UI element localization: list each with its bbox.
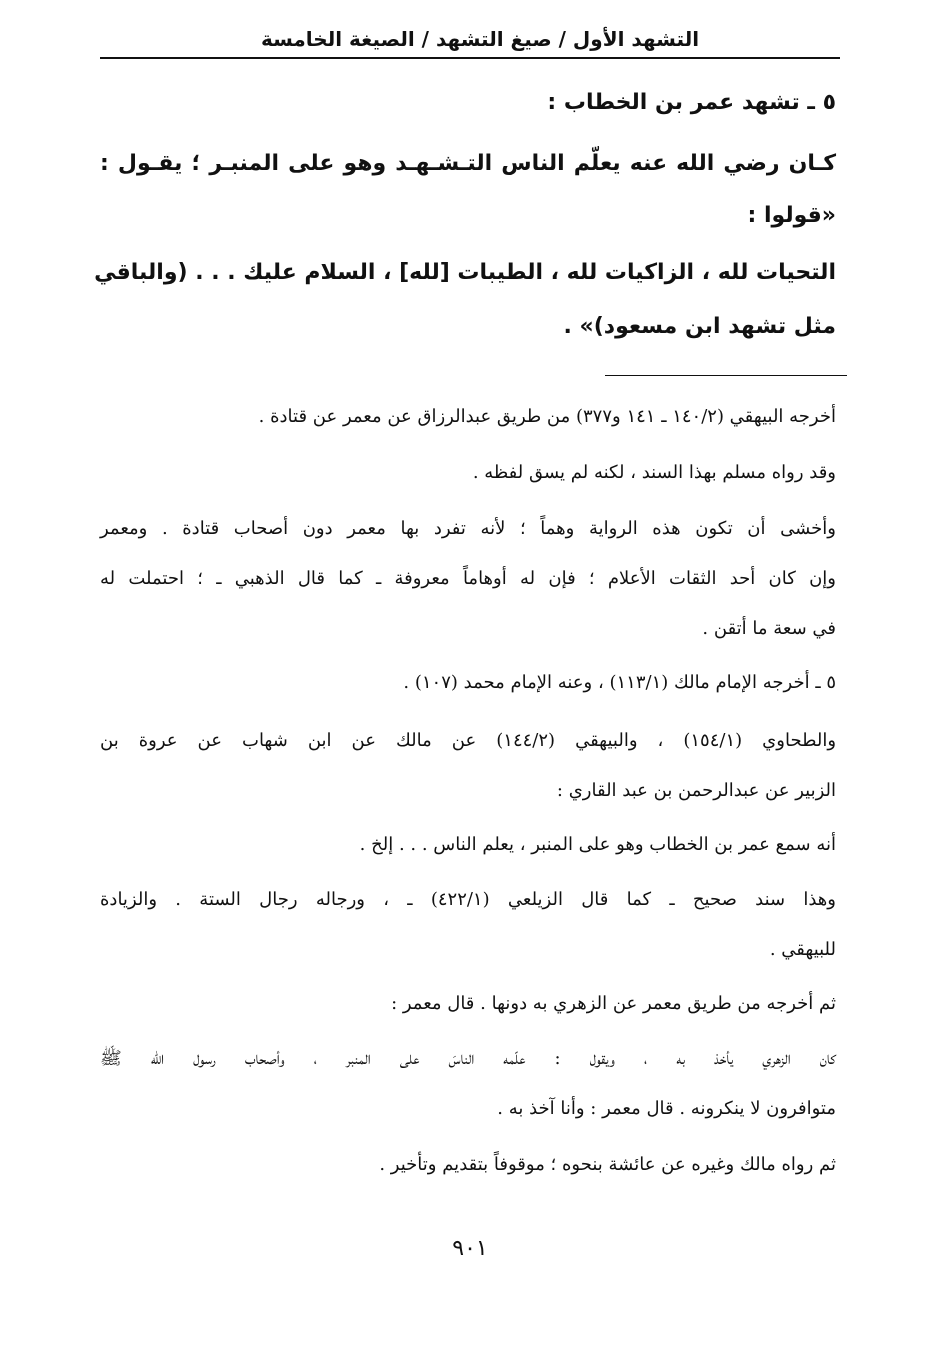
main-line-3: التحيات لله ، الزاكيات لله ، الطيبات [لله] ، السلام عليك . . . (والباقي xyxy=(94,260,836,285)
header-rule xyxy=(100,57,840,59)
footnote-line-2: وقد رواه مسلم بهذا السند ، لكنه لم يسق لفظه . xyxy=(472,462,836,483)
footnote-line-8: الزبير عن عبدالرحمن بن عبد القاري : xyxy=(556,780,836,801)
footnote-line-1: أخرجه البيهقي (١٤٠/٢ ـ ١٤١ و٣٧٧) من طريق عبدالرزاق عن معمر عن قتادة . xyxy=(258,406,836,427)
footnote-line-7: والطحاوي (١٥٤/١) ، والبيهقي (١٤٤/٢) عن مالك عن ابن شهاب عن عروة بن xyxy=(100,730,837,751)
footnote-line-4: وإن كان أحد الثقات الأعلام ؛ فإن له أوهاماً معروفة ـ كما قال الذهبي ـ ؛ احتملت له xyxy=(100,568,836,589)
footnote-line-10: وهذا سند صحيح ـ كما قال الزيلعي (٤٢٢/١) ـ ، ورجاله رجال الستة . والزيادة xyxy=(100,889,836,910)
footnote-line-12: ثم أخرجه من طريق معمر عن الزهري به دونها . قال معمر : xyxy=(391,993,836,1014)
section-heading: ٥ ـ تشهد عمر بن الخطاب : xyxy=(547,90,836,115)
footnote-line-13: كان الزهري يأخذ به ، ويقول : علّمه الناسَ على المنبر ، وأصحاب رسول الله ﷺ xyxy=(100,1048,836,1069)
footnote-line-3: وأخشى أن تكون هذه الرواية وهماً ؛ لأنه تفرد بها معمر دون أصحاب قتادة . ومعمر xyxy=(100,518,836,539)
footnote-line-5: في سعة ما أتقن . xyxy=(702,618,836,639)
footnote-separator xyxy=(605,375,847,376)
footnote-line-15: ثم رواه مالك وغيره عن عائشة بنحوه ؛ موقوفاً بتقديم وتأخير . xyxy=(379,1154,836,1175)
page-number: ٩٠١ xyxy=(452,1236,488,1261)
footnote-line-9: أنه سمع عمر بن الخطاب وهو على المنبر ، يعلم الناس . . . إلخ . xyxy=(359,834,836,855)
main-line-1: كـان رضي الله عنه يعلّم الناس التـشـهـد وهو على المنبـر ؛ يقـول : xyxy=(100,151,836,176)
footnote-line-6: ٥ ـ أخرجه الإمام مالك (١١٣/١) ، وعنه الإمام محمد (١٠٧) . xyxy=(403,672,836,693)
running-header: التشهد الأول / صيغ التشهد / الصيغة الخامسة xyxy=(260,27,700,51)
main-line-2: «قولوا : xyxy=(747,203,836,228)
footnote-line-11: للبيهقي . xyxy=(769,939,836,960)
main-line-4: مثل تشهد ابن مسعود)» . xyxy=(563,314,836,339)
footnote-line-14: متوافرون لا ينكرونه . قال معمر : وأنا آخذ به . xyxy=(497,1098,836,1119)
